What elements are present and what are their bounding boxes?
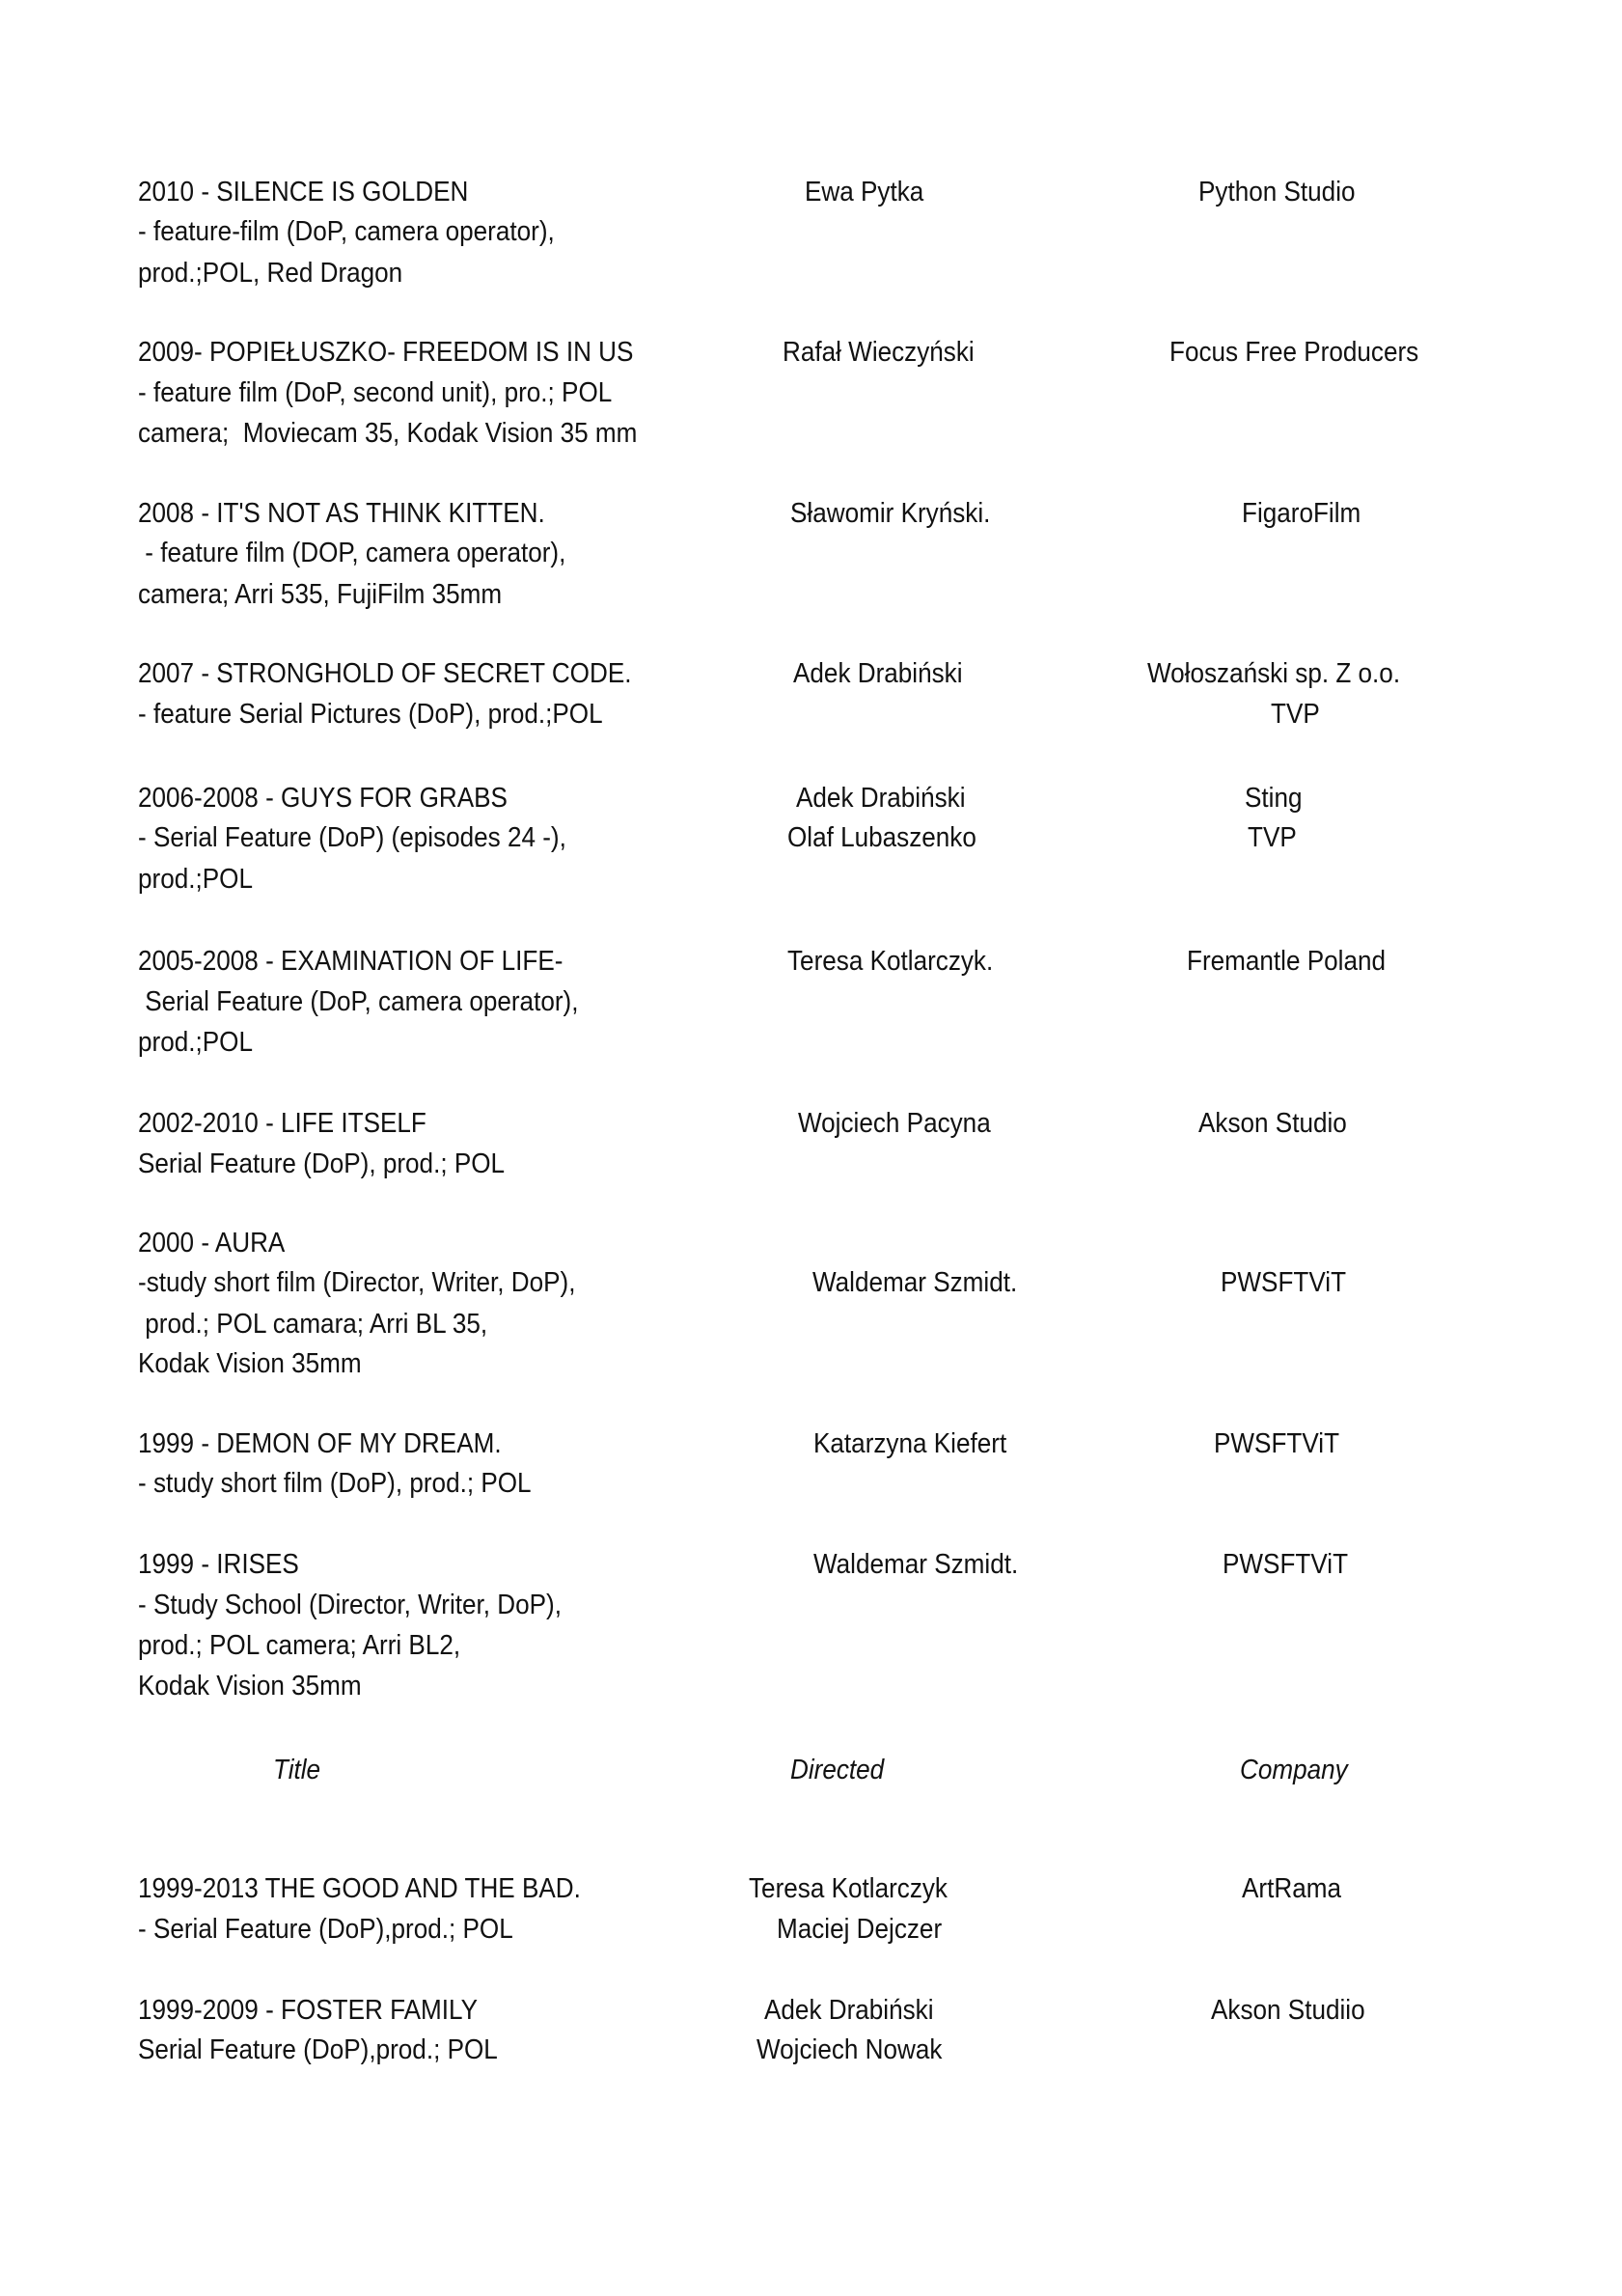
- entry-title-line: 1999 - IRISES: [138, 1549, 299, 1580]
- entry-company: Sting: [1245, 783, 1303, 814]
- entry-company: ArtRama: [1242, 1873, 1341, 1904]
- entry-title-line: 2006-2008 - GUYS FOR GRABS: [138, 783, 508, 814]
- header-company: Company: [1240, 1755, 1348, 1785]
- entry-title-line: 2005-2008 - EXAMINATION OF LIFE-: [138, 946, 564, 977]
- entry-company: FigaroFilm: [1242, 498, 1361, 529]
- entry-description-line: -study short film (Director, Writer, DoP),: [138, 1267, 576, 1298]
- entry-company: Wołoszański sp. Z o.o.: [1147, 658, 1401, 689]
- entry-description-line: - feature-film (DoP, camera operator),: [138, 216, 555, 247]
- entry-company: TVP: [1248, 822, 1297, 853]
- entry-director: Katarzyna Kiefert: [813, 1428, 1007, 1459]
- entry-director: Teresa Kotlarczyk.: [787, 946, 994, 977]
- entry-description-line: camera; Arri 535, FujiFilm 35mm: [138, 579, 503, 610]
- entry-company: Akson Studio: [1198, 1108, 1347, 1139]
- entry-company: Fremantle Poland: [1187, 946, 1387, 977]
- entry-description-line: Kodak Vision 35mm: [138, 1348, 362, 1379]
- entry-director: Sławomir Kryński.: [790, 498, 991, 529]
- entry-description-line: camera; Moviecam 35, Kodak Vision 35 mm: [138, 418, 638, 449]
- entry-director: Maciej Dejczer: [777, 1914, 943, 1945]
- entry-description-line: - Serial Feature (DoP),prod.; POL: [138, 1914, 513, 1945]
- entry-title-line: 2008 - IT'S NOT AS THINK KITTEN.: [138, 498, 545, 529]
- entry-description-line: - study short film (DoP), prod.; POL: [138, 1468, 532, 1499]
- entry-description-line: prod.;POL, Red Dragon: [138, 258, 403, 289]
- entry-description-line: prod.; POL camara; Arri BL 35,: [138, 1309, 488, 1340]
- entry-description-line: Serial Feature (DoP),prod.; POL: [138, 2034, 498, 2065]
- entry-director: Adek Drabiński: [796, 783, 966, 814]
- entry-description-line: Serial Feature (DoP, camera operator),: [138, 986, 579, 1017]
- entry-title-line: 1999-2013 THE GOOD AND THE BAD.: [138, 1873, 581, 1904]
- entry-description-line: prod.; POL camera; Arri BL2,: [138, 1630, 461, 1661]
- entry-director: Ewa Pytka: [805, 177, 924, 207]
- entry-description-line: prod.;POL: [138, 864, 253, 895]
- entry-director: Teresa Kotlarczyk: [749, 1873, 948, 1904]
- entry-title-line: 2007 - STRONGHOLD OF SECRET CODE.: [138, 658, 632, 689]
- entry-description-line: Serial Feature (DoP), prod.; POL: [138, 1148, 506, 1179]
- entry-description-line: - feature Serial Pictures (DoP), prod.;POL: [138, 699, 603, 730]
- entry-director: Adek Drabiński: [793, 658, 963, 689]
- entry-company: PWSFTViT: [1214, 1428, 1340, 1459]
- entry-title-line: 2000 - AURA: [138, 1228, 286, 1259]
- entry-company: Focus Free Producers: [1169, 337, 1419, 368]
- entry-description-line: - feature film (DoP, second unit), pro.; POL: [138, 377, 613, 408]
- header-title: Title: [273, 1755, 321, 1785]
- entry-description-line: - Study School (Director, Writer, DoP),: [138, 1590, 563, 1620]
- entry-title-line: 1999-2009 - FOSTER FAMILY: [138, 1995, 479, 2026]
- entry-title-line: 2009- POPIEŁUSZKO- FREEDOM IS IN US: [138, 337, 634, 368]
- entry-company: TVP: [1271, 699, 1320, 730]
- header-directed: Directed: [790, 1755, 885, 1785]
- entry-title-line: 1999 - DEMON OF MY DREAM.: [138, 1428, 502, 1459]
- entry-description-line: - Serial Feature (DoP) (episodes 24 -),: [138, 822, 566, 853]
- entry-company: PWSFTViT: [1221, 1267, 1347, 1298]
- entry-director: Waldemar Szmidt.: [813, 1549, 1019, 1580]
- entry-director: Olaf Lubaszenko: [787, 822, 976, 853]
- entry-title-line: 2002-2010 - LIFE ITSELF: [138, 1108, 426, 1139]
- entry-director: Wojciech Nowak: [756, 2034, 943, 2065]
- entry-director: Adek Drabiński: [764, 1995, 934, 2026]
- entry-company: Python Studio: [1198, 177, 1356, 207]
- entry-description-line: prod.;POL: [138, 1027, 253, 1058]
- entry-director: Wojciech Pacyna: [798, 1108, 991, 1139]
- entry-director: Waldemar Szmidt.: [812, 1267, 1018, 1298]
- entry-company: PWSFTViT: [1223, 1549, 1349, 1580]
- entry-director: Rafał Wieczyński: [783, 337, 975, 368]
- entry-title-line: 2010 - SILENCE IS GOLDEN: [138, 177, 469, 207]
- entry-company: Akson Studiio: [1211, 1995, 1365, 2026]
- entry-description-line: - feature film (DOP, camera operator),: [138, 538, 566, 568]
- entry-description-line: Kodak Vision 35mm: [138, 1671, 362, 1701]
